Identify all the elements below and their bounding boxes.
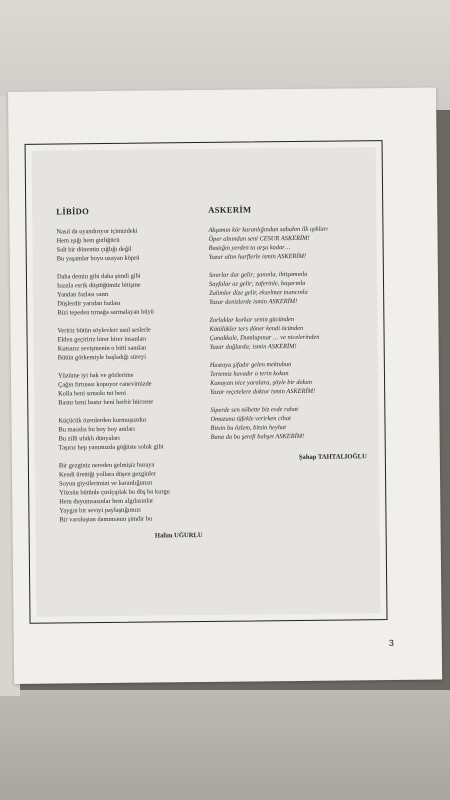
poem-line: Yazar reçetelere doktor ismin ASKERİM!	[210, 387, 316, 396]
poem-line: Taşırız hep yanımızda göğüste soluk gibi	[58, 443, 164, 452]
poem-line: Siperde sen nöbette biz evde rahat	[210, 405, 299, 414]
poem-line: Zorluklar korkar senin gücünden	[209, 316, 295, 324]
poem-line: Kötülükler ters döner kendi öcünden	[209, 324, 304, 333]
poem-line: Akşamın kör karanlığından sabahın ilk ışıkları	[208, 225, 328, 234]
background-table	[0, 690, 450, 800]
stanza	[58, 415, 203, 453]
poem-line: Salt bir dönemin çığlığı değil	[56, 245, 132, 254]
stanza	[57, 271, 202, 318]
right-poem-author: Şahap TAHTALIOĞLU	[298, 453, 367, 461]
poem-line: Bastığın yerden ta arşa kadar…	[208, 244, 291, 252]
left-poem-author: Halim UĞURLU	[154, 531, 203, 540]
stanza	[209, 269, 379, 307]
poem-line: Kanayan nice yaralara, şöyle bir dokun	[210, 378, 312, 387]
poem-line: Kendi ürettiği yollara düşen gezginler	[58, 470, 156, 479]
stanza	[210, 404, 380, 442]
poem-line: Bir gezginiz nereden gelmişiz buraya	[58, 461, 155, 470]
stanza	[210, 359, 380, 397]
stanza	[208, 224, 378, 262]
poem-line: Tertemiz havadır o terin kokan	[209, 370, 289, 378]
poem-line: Düşlerdir yarıdan fazlası	[57, 299, 121, 308]
left-poem-title: LİBİDO	[56, 206, 90, 217]
stanza	[209, 314, 379, 352]
left-poem	[56, 205, 205, 542]
poem-line: Sayfalar az gelir; zaferinle, başarınla	[208, 279, 306, 288]
poem-line: Kutsarız sevişmenin o bitti sanılan	[57, 344, 147, 353]
poem-line: Yüzüme iyi bak ve gözlerime	[57, 371, 134, 380]
left-poem-body	[56, 226, 204, 525]
poem-line: Zalimler dize gelir, ekselmez inancınla	[209, 288, 308, 297]
poem-line: Veririz bütün söylevleri usul seslerle	[57, 326, 151, 335]
poem-line: Yazar altın harflerle ismin ASKERİM!	[208, 252, 307, 261]
stanza	[59, 460, 205, 525]
poem-line: Yazar denizlerde ismin ASKERİM!	[209, 297, 298, 306]
stanza	[58, 370, 203, 408]
poem-line: Bizi tepeden tırnağa sarmalayan büyü	[57, 308, 154, 317]
poem-line: Bu zilli ufaklı dünyaları	[58, 434, 120, 443]
page-number: 3	[388, 637, 394, 649]
poem-line: Bastır beni bastır beni herbir hücrene	[58, 398, 154, 407]
poem-line: Bitsin bu özlem, bitsin heyhat	[210, 424, 287, 432]
poem-line: Küçücük özenlerden kurmuşuzdur	[58, 416, 147, 425]
poem-line: Daha demin gibi daha şimdi gibi	[56, 272, 141, 281]
poem-line: Soyun giysilerimizi ve karanlığımızı	[59, 479, 153, 488]
poem-line: Sınırlar dar gelir; şanınla, ihtişamınla	[208, 270, 308, 279]
poem-line: Hastaya şifadır gelen mektubun	[209, 361, 292, 369]
poem-line: Nasıl da uyandırıyor içimizdeki	[56, 227, 138, 236]
magazine-page	[8, 88, 442, 684]
right-poem-body	[208, 224, 380, 442]
poem-line: Yaygın bir seviyi paylaştığımızı	[59, 506, 141, 515]
poem-line: Bütün görkemiyle başladığı süreyi	[57, 353, 147, 362]
poem-line: Öper alnından seni CESUR ASKERİM!	[208, 234, 310, 243]
poem-line: Elden geçiririz birer birer insanları	[57, 335, 147, 344]
right-poem-title: ASKERİM	[208, 204, 252, 215]
poem-line: Hem duyumsasınlar hem algılasınlar	[59, 497, 154, 506]
poem-line: Issızla esrik düştüğümüz bitişme	[56, 281, 141, 290]
stanza	[56, 226, 201, 264]
poem-line: Çağın fırtınası kopuyor canevimizde	[58, 380, 152, 389]
poem-line: Bu masalsı bu boy boy anıları	[58, 425, 136, 434]
poem-line: Yandan fazlası sanrı	[57, 290, 109, 299]
poem-line: Bir varoluştan damımanın şimdir bu	[59, 515, 153, 524]
poem-line: Bu yaşamlar boyu uzayan köprü	[56, 254, 140, 263]
poem-line: Kolla beni sımsıkı tut beni	[58, 389, 127, 398]
poem-line: Bana da bu şerefi bahşet ASKERİM!	[210, 432, 305, 441]
poem-line: Hem ışığı hem gizliğücü	[56, 236, 120, 245]
poem-line: Çanakkale, Dumlupınar … ve nicelerinden	[209, 333, 320, 342]
poem-line: Omuzuna tüfekle verirken cihat	[210, 415, 291, 423]
right-poem	[208, 203, 381, 463]
stanza	[57, 325, 202, 363]
poem-line: Yazar dağlarda; ismin ASKERİM!	[209, 342, 297, 351]
poem-line: Yüzsün bütünle çırılçıplak bu düş bu kurgu	[59, 488, 170, 497]
